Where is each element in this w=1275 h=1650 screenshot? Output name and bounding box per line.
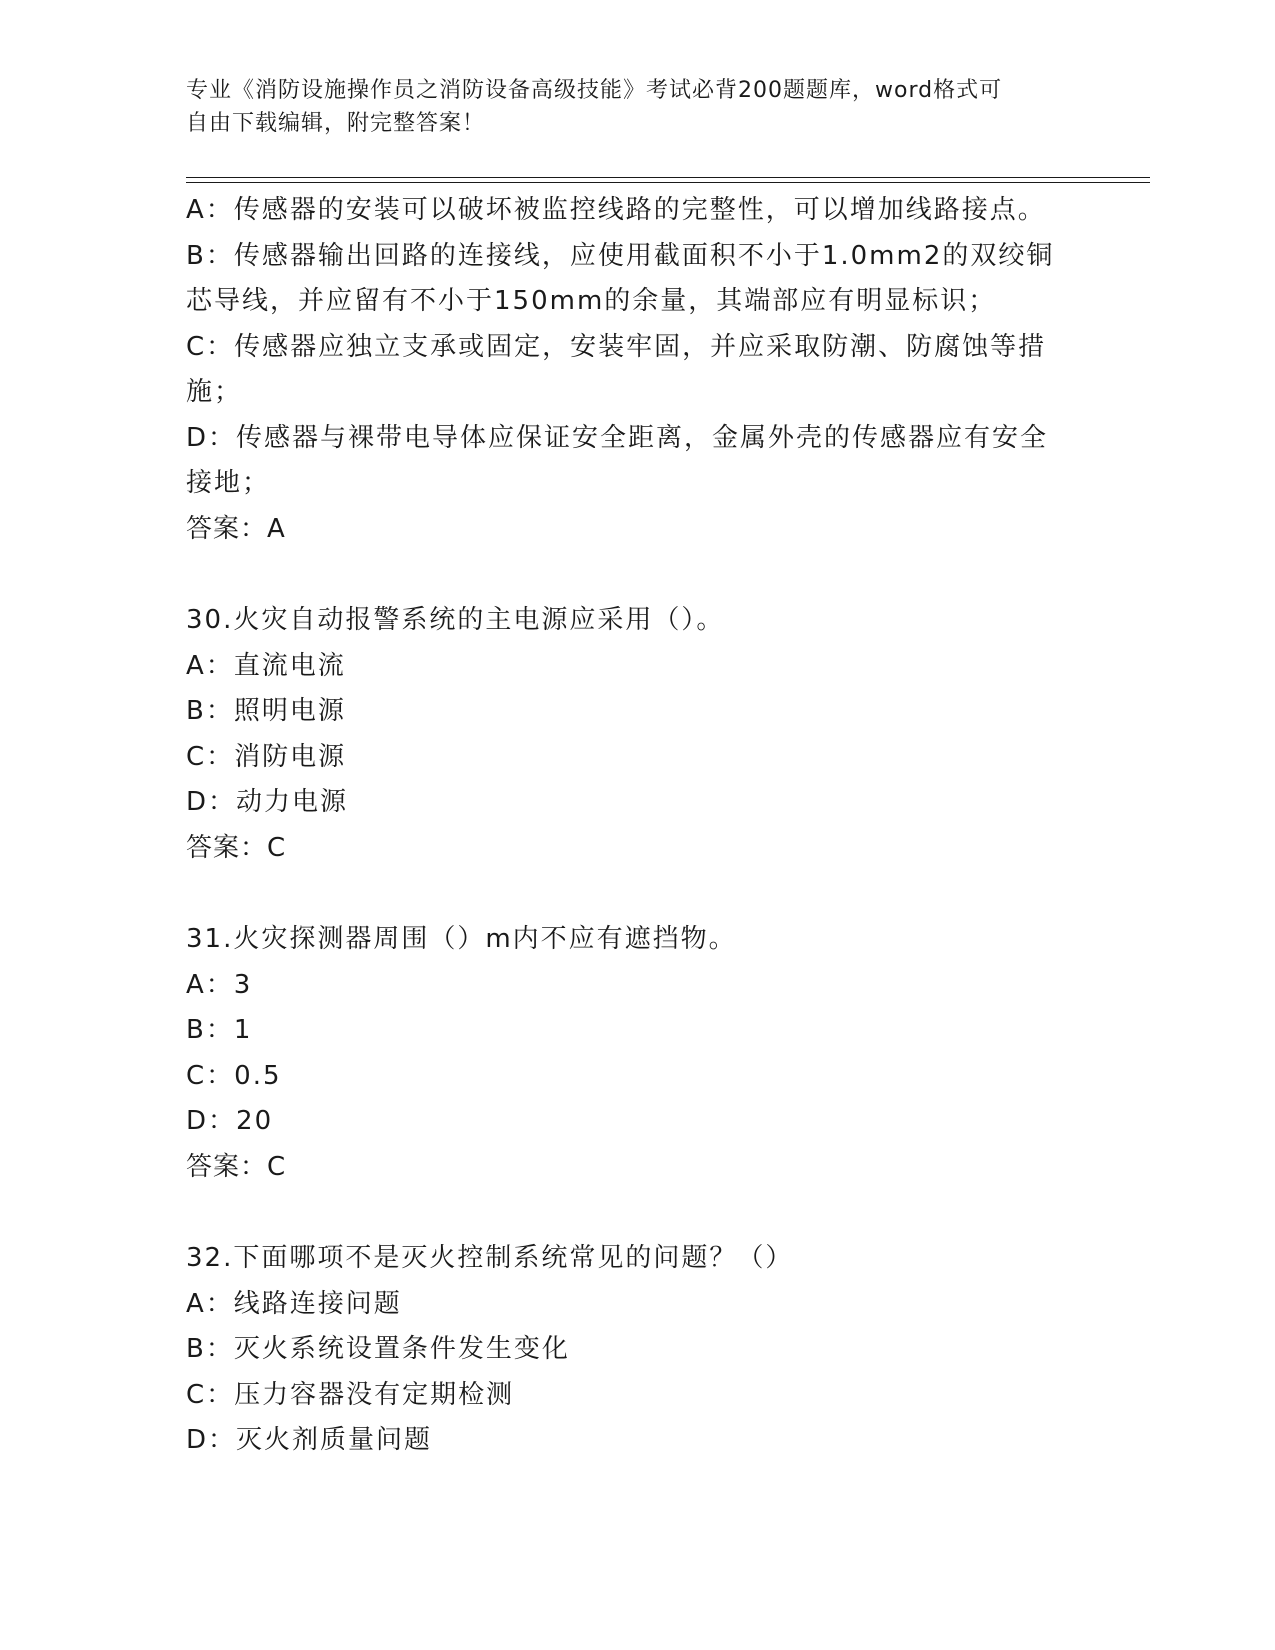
option-a: A：直流电流 (186, 650, 346, 681)
spacer (186, 552, 1086, 598)
question-29-block (186, 188, 1086, 552)
option-a: A：传感器的安装可以破坏被监控线路的完整性，可以增加线路接点。 (186, 195, 1046, 225)
question-text: 30.火灾自动报警系统的主电源应采用（）。 (186, 605, 725, 635)
question-text: 31.火灾探测器周围（）m内不应有遮挡物。 (186, 924, 737, 954)
option-b: B：1 (186, 1015, 253, 1045)
option-a: A：3 (186, 969, 253, 1000)
spacer (186, 1190, 1086, 1236)
question-32-block (186, 1236, 1086, 1464)
option-c: C：压力容器没有定期检测 (186, 1379, 515, 1410)
question-31-block (186, 917, 1086, 1190)
option-c-line-2: 施； (186, 377, 243, 407)
option-d-line-2: 接地； (186, 468, 271, 498)
header-line-2: 自由下载编辑，附完整答案！ (186, 111, 486, 136)
question-list (186, 188, 1086, 1464)
option-d: D：20 (186, 1106, 274, 1136)
answer: 答案：C (186, 832, 287, 863)
question-30-block (186, 598, 1086, 871)
option-b: B：照明电源 (186, 696, 346, 726)
document-header (186, 74, 1086, 140)
header-rule-top (186, 177, 1150, 178)
option-c-line-1: C：传感器应独立支承或固定，安装牢固，并应采取防潮、防腐蚀等措 (186, 331, 1047, 362)
option-d: D：灭火剂质量问题 (186, 1425, 433, 1455)
option-c: C：消防电源 (186, 741, 347, 772)
option-d-line-1: D：传感器与裸带电导体应保证安全距离，金属外壳的传感器应有安全 (186, 422, 1049, 453)
option-b: B：灭火系统设置条件发生变化 (186, 1334, 570, 1364)
header-rule-bottom (186, 182, 1150, 183)
option-c: C：0.5 (186, 1060, 282, 1091)
option-b-line-1: B：传感器输出回路的连接线，应使用截面积不小于1.0mm2的双绞铜 (186, 240, 1055, 271)
header-line-1: 专业《消防设施操作员之消防设备高级技能》考试必背200题题库，word格式可 (186, 78, 1003, 103)
answer: 答案：C (186, 1151, 287, 1182)
spacer (186, 871, 1086, 917)
option-a: A：线路连接问题 (186, 1288, 402, 1319)
question-text: 32.下面哪项不是灭火控制系统常见的问题？（） (186, 1243, 794, 1273)
option-d: D：动力电源 (186, 787, 349, 817)
option-b-line-2: 芯导线，并应留有不小于150mm的余量，其端部应有明显标识； (186, 286, 997, 316)
answer: 答案：A (186, 513, 286, 544)
